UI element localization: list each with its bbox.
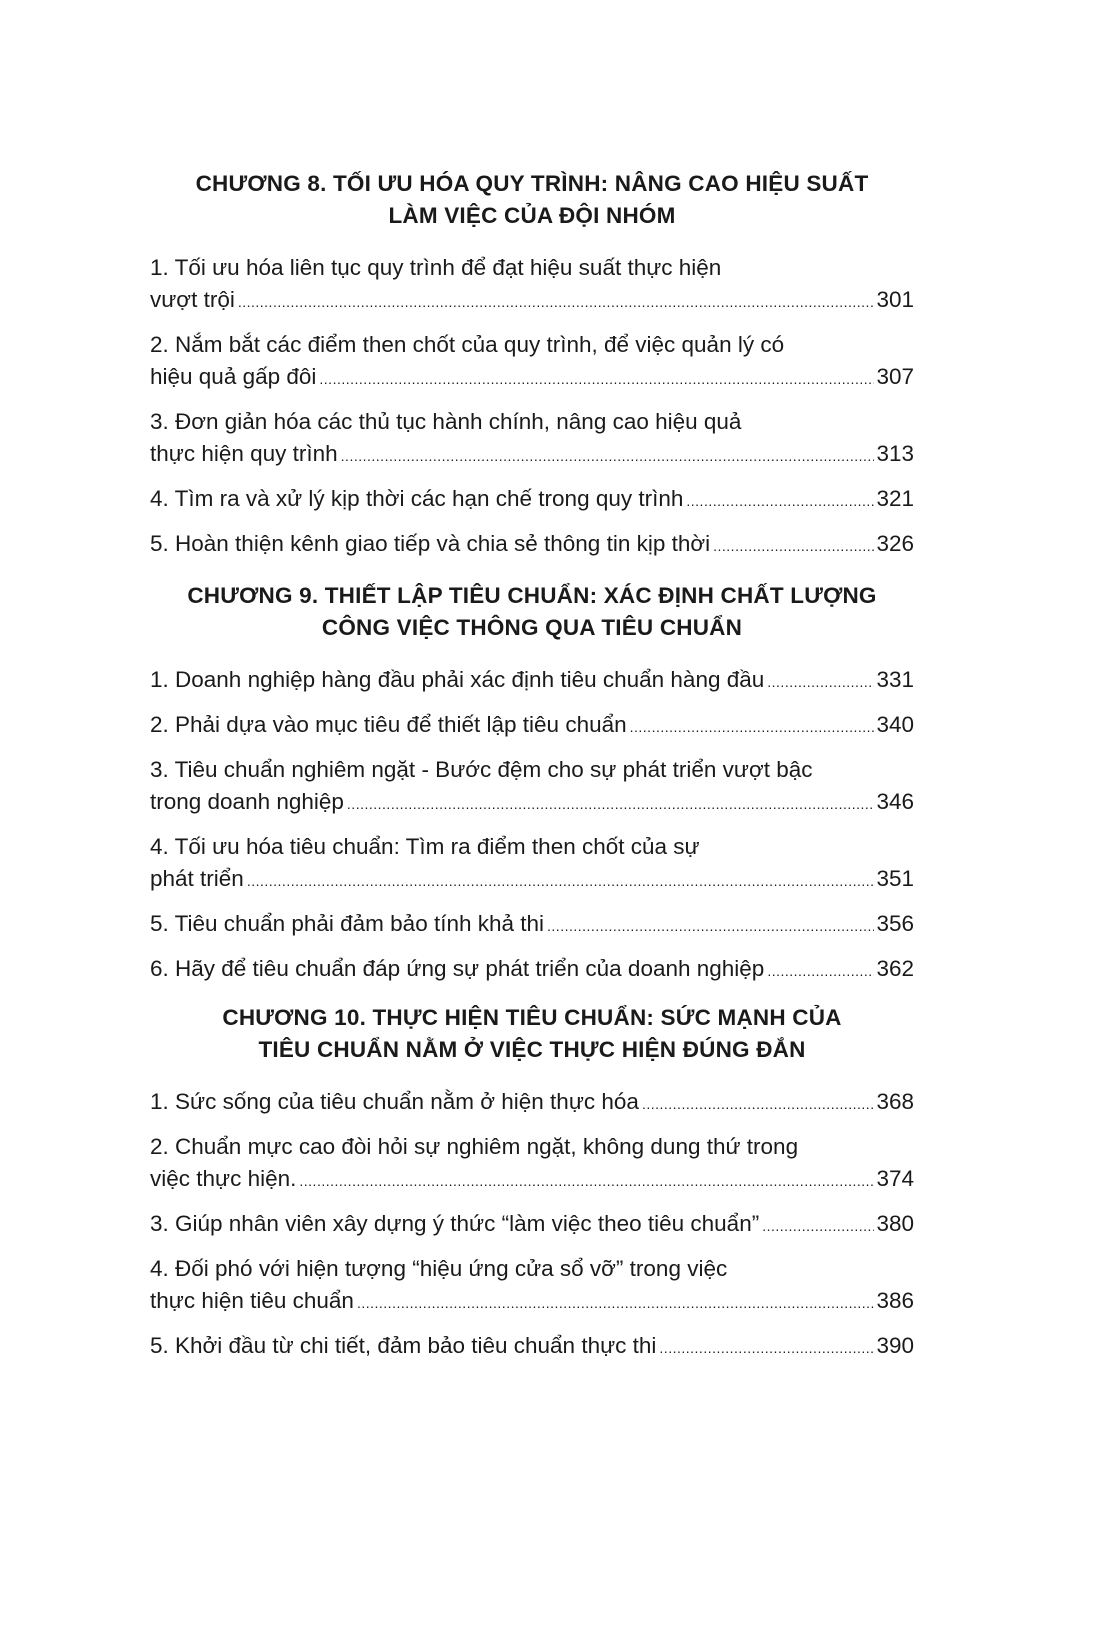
page-number: 351 — [876, 866, 914, 891]
dot-leader — [547, 910, 874, 942]
dot-leader — [347, 788, 875, 820]
page-number: 374 — [876, 1166, 914, 1191]
entry-title-line: trong doanh nghiệp — [150, 789, 344, 814]
entry-title-line: 2. Nắm bắt các điểm then chốt của quy trình, để việc quản lý có — [150, 332, 785, 357]
toc-entry[interactable] — [150, 252, 914, 318]
page-number: 313 — [876, 441, 914, 466]
dot-leader — [247, 865, 875, 897]
entry-title-line: 4. Tìm ra và xử lý kịp thời các hạn chế trong quy trình — [150, 486, 684, 511]
dot-leader — [686, 485, 874, 517]
chapter-8 — [150, 168, 914, 573]
dot-leader — [659, 1332, 874, 1364]
chapter-title — [150, 1002, 914, 1066]
entry-title-line: 3. Giúp nhân viên xây dựng ý thức “làm việc theo tiêu chuẩn” — [150, 1211, 760, 1236]
page-number: 356 — [876, 911, 914, 936]
page-number: 362 — [876, 956, 914, 981]
toc-entry[interactable] — [150, 1131, 914, 1197]
toc-entries — [150, 1086, 914, 1364]
toc-entry[interactable] — [150, 953, 914, 987]
page-number: 301 — [876, 287, 914, 312]
chapter-title-line: CHƯƠNG 8. TỐI ƯU HÓA QUY TRÌNH: NÂNG CAO HIỆU SUẤT — [195, 171, 869, 196]
page-number: 346 — [876, 789, 914, 814]
toc-entry[interactable] — [150, 1086, 914, 1120]
entry-title-line: việc thực hiện. — [150, 1166, 297, 1191]
toc-entries — [150, 664, 914, 987]
dot-leader — [299, 1165, 874, 1197]
page-number: 380 — [876, 1211, 914, 1236]
entry-title-line: hiệu quả gấp đôi — [150, 364, 317, 389]
page-number: 321 — [876, 486, 914, 511]
toc-entry[interactable] — [150, 329, 914, 395]
entry-title-line: 1. Sức sống của tiêu chuẩn nằm ở hiện thực hóa — [150, 1089, 639, 1114]
toc-entry[interactable] — [150, 1330, 914, 1364]
entry-title-line: 4. Tối ưu hóa tiêu chuẩn: Tìm ra điểm then chốt của sự — [150, 834, 700, 859]
entry-title-line: 3. Tiêu chuẩn nghiêm ngặt - Bước đệm cho sự phát triển vượt bậc — [150, 757, 813, 782]
toc-entry[interactable] — [150, 754, 914, 820]
chapter-9 — [150, 580, 914, 998]
chapter-title — [150, 168, 914, 232]
toc-entry[interactable] — [150, 1253, 914, 1319]
entry-title-line: thực hiện quy trình — [150, 441, 338, 466]
page-number: 307 — [876, 364, 914, 389]
toc-entry[interactable] — [150, 709, 914, 743]
toc-entry[interactable] — [150, 528, 914, 562]
entry-title-line: 5. Hoàn thiện kênh giao tiếp và chia sẻ thông tin kịp thời — [150, 531, 711, 556]
dot-leader — [713, 530, 874, 562]
entry-title-line: 1. Doanh nghiệp hàng đầu phải xác định tiêu chuẩn hàng đầu — [150, 667, 765, 692]
entry-title-line: 1. Tối ưu hóa liên tục quy trình để đạt hiệu suất thực hiện — [150, 255, 722, 280]
dot-leader — [767, 955, 874, 987]
toc-entry[interactable] — [150, 908, 914, 942]
entry-title-line: 4. Đối phó với hiện tượng “hiệu ứng cửa sổ vỡ” trong việc — [150, 1256, 728, 1281]
toc-entry[interactable] — [150, 406, 914, 472]
chapter-title-line: CHƯƠNG 10. THỰC HIỆN TIÊU CHUẨN: SỨC MẠNH CỦA — [222, 1005, 842, 1030]
dot-leader — [642, 1088, 875, 1120]
page-number: 368 — [876, 1089, 914, 1114]
entry-title-line: 3. Đơn giản hóa các thủ tục hành chính, nâng cao hiệu quả — [150, 409, 742, 434]
page-number: 386 — [876, 1288, 914, 1313]
toc-entries — [150, 252, 914, 562]
entry-title-line: 2. Chuẩn mực cao đòi hỏi sự nghiêm ngặt, không dung thứ trong — [150, 1134, 799, 1159]
chapter-title-line: CHƯƠNG 9. THIẾT LẬP TIÊU CHUẨN: XÁC ĐỊNH CHẤT LƯỢNG — [187, 583, 877, 608]
page-number: 340 — [876, 712, 914, 737]
chapter-title — [150, 580, 914, 644]
toc-entry[interactable] — [150, 664, 914, 698]
entry-title-line: vượt trội — [150, 287, 235, 312]
entry-title-line: 2. Phải dựa vào mục tiêu để thiết lập tiêu chuẩn — [150, 712, 627, 737]
page-number: 326 — [876, 531, 914, 556]
dot-leader — [767, 666, 874, 698]
dot-leader — [762, 1210, 874, 1242]
dot-leader — [238, 286, 875, 318]
dot-leader — [630, 711, 875, 743]
page-number: 331 — [876, 667, 914, 692]
chapter-title-line: LÀM VIỆC CỦA ĐỘI NHÓM — [388, 203, 676, 228]
entry-title-line: thực hiện tiêu chuẩn — [150, 1288, 354, 1313]
chapter-10 — [150, 1002, 914, 1375]
entry-title-line: 5. Khởi đầu từ chi tiết, đảm bảo tiêu chuẩn thực thi — [150, 1333, 657, 1358]
dot-leader — [341, 440, 875, 472]
entry-title-line: phát triển — [150, 866, 244, 891]
toc-entry[interactable] — [150, 1208, 914, 1242]
toc-entry[interactable] — [150, 831, 914, 897]
chapter-title-line: TIÊU CHUẨN NẰM Ở VIỆC THỰC HIỆN ĐÚNG ĐẮN — [258, 1037, 806, 1062]
toc-entry[interactable] — [150, 483, 914, 517]
chapter-title-line: CÔNG VIỆC THÔNG QUA TIÊU CHUẨN — [321, 615, 743, 640]
entry-title-line: 6. Hãy để tiêu chuẩn đáp ứng sự phát triển của doanh nghiệp — [150, 956, 765, 981]
dot-leader — [357, 1287, 875, 1319]
page-number: 390 — [876, 1333, 914, 1358]
entry-title-line: 5. Tiêu chuẩn phải đảm bảo tính khả thi — [150, 911, 545, 936]
dot-leader — [319, 363, 874, 395]
